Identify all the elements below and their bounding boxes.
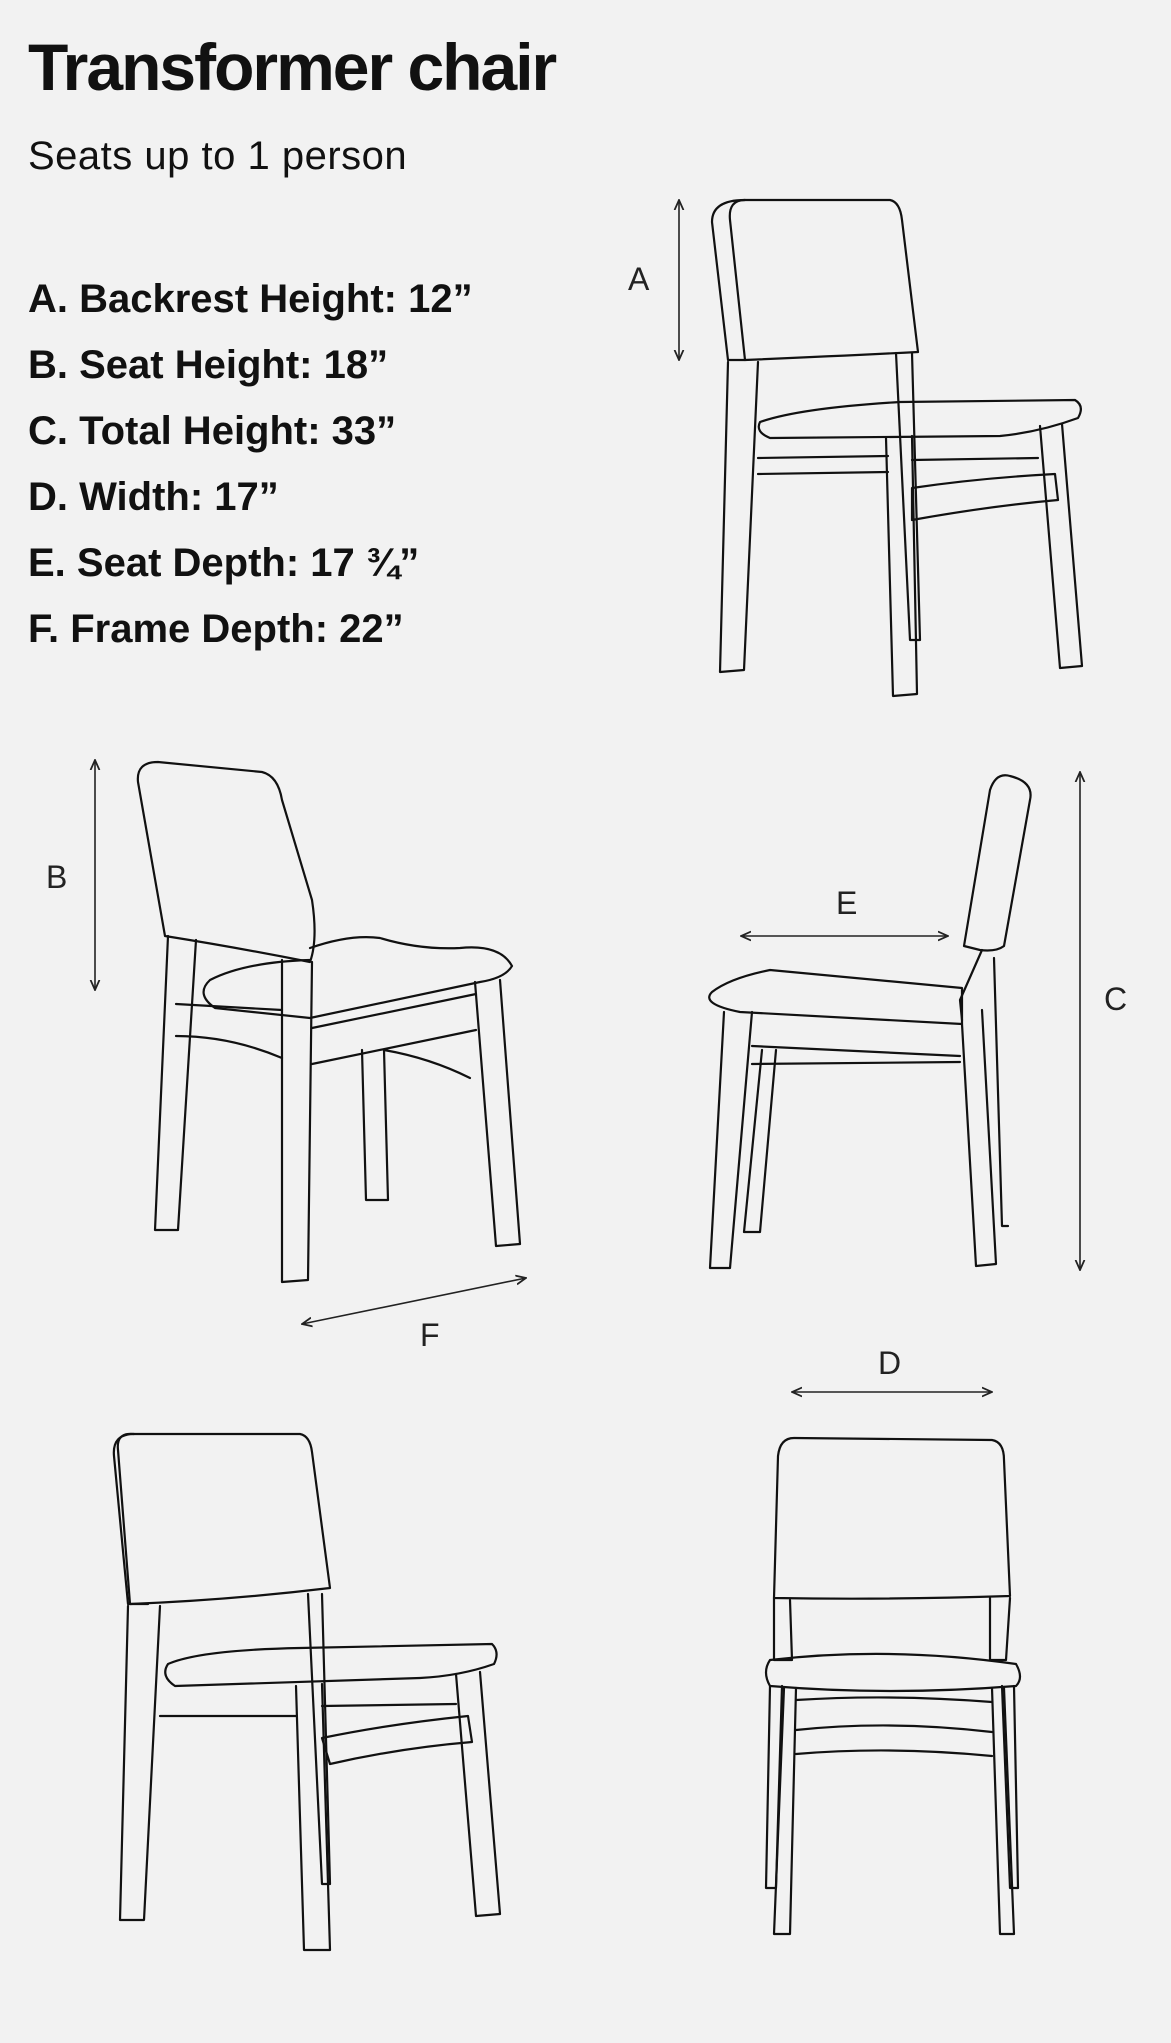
dimension-label-c: C: [1104, 981, 1128, 1017]
subtitle: Seats up to 1 person: [28, 134, 408, 178]
chair-view-three-quarter: [114, 1434, 500, 1950]
spec-seat-depth: E. Seat Depth: 17 ¾”: [28, 541, 420, 585]
spec-seat-height: B. Seat Height: 18”: [28, 343, 389, 387]
spec-frame-depth: F. Frame Depth: 22”: [28, 607, 404, 651]
dimension-label-d: D: [878, 1345, 902, 1381]
chair-view-backrest: [628, 200, 1082, 696]
page-title: Transformer chair: [28, 30, 556, 104]
spec-width: D. Width: 17”: [28, 475, 279, 519]
dimension-label-a: A: [628, 261, 650, 297]
chair-view-side-right: [709, 772, 1127, 1270]
dimension-arrow-f: [302, 1278, 526, 1324]
dimension-label-f: F: [420, 1317, 440, 1353]
chair-view-front: [766, 1345, 1020, 1934]
spec-total-height: C. Total Height: 33”: [28, 409, 397, 453]
dimension-label-e: E: [836, 885, 858, 921]
dimension-label-b: B: [46, 859, 68, 895]
chair-view-side-left: [46, 760, 526, 1353]
spec-backrest-height: A. Backrest Height: 12”: [28, 277, 473, 321]
